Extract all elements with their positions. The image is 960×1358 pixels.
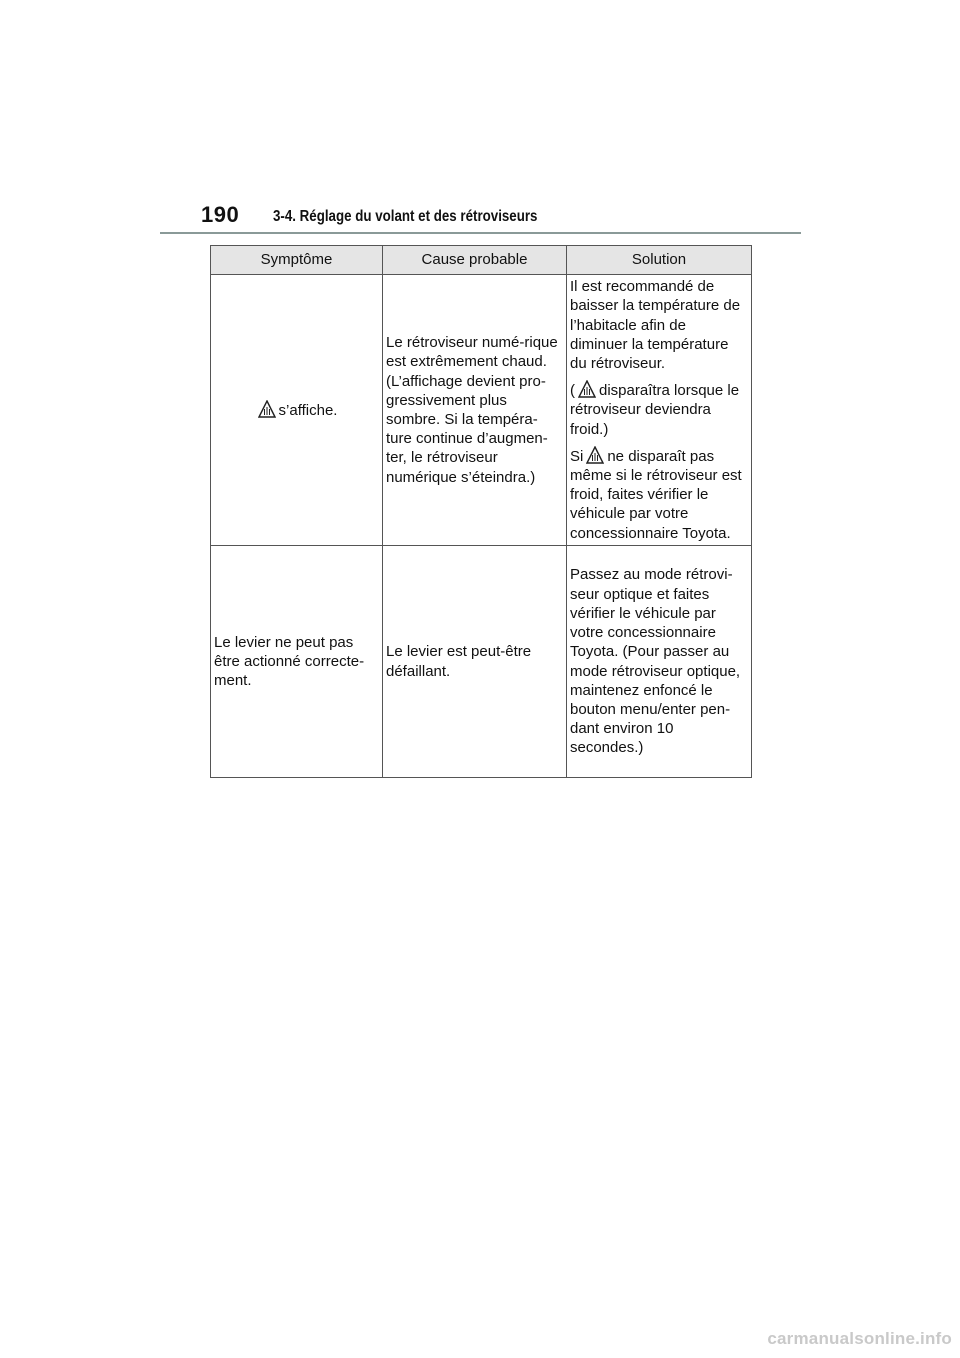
page-number: 190	[201, 202, 240, 227]
watermark: carmanualsonline.info	[767, 1329, 952, 1348]
symptom-text: s’affiche.	[278, 401, 338, 419]
solution-text-continued: ne disparaît pas même si le rétroviseur est froid, faites vérifier le véhicule par votre concessionnaire Toyota.	[570, 447, 742, 542]
solution-prefix: Si	[570, 447, 584, 465]
column-header-cause: Cause probable	[383, 246, 567, 275]
header-divider	[160, 232, 801, 234]
table-row	[211, 275, 752, 546]
table-row	[211, 546, 752, 778]
column-header-symptom: Symptôme	[211, 246, 383, 275]
solution-prefix: (	[570, 382, 575, 400]
section-title: 3-4. Réglage du volant et des rétroviseurs	[273, 208, 538, 225]
symptom-cell: Le levier ne peut pas être actionné correcte-ment.	[211, 546, 383, 778]
troubleshooting-table	[210, 245, 752, 778]
cause-cell: Le levier est peut-être défaillant.	[383, 546, 567, 778]
solution-text-continued: disparaîtra lorsque le rétroviseur deviendra froid.)	[570, 382, 740, 438]
solution-cell: Passez au mode rétrovi-seur optique et faites vérifier le véhicule par votre concessionnaire Toyota. (Pour passer au mode rétroviseur optique, maintenez enfoncé le bouton menu/enter pen-dant environ 10 secondes.)	[567, 546, 752, 778]
table-header-row	[211, 246, 752, 275]
symptom-cell	[211, 275, 383, 546]
solution-text	[570, 446, 747, 543]
mirror-overheat-warning-icon	[578, 380, 596, 398]
cause-cell: Le rétroviseur numé-rique est extrêmement chaud. (L’affichage devient pro-gressivement plus sombre. Si la tempéra-ture continue d’augmen-ter, le rétroviseur numérique s’éteindra.)	[383, 275, 567, 546]
mirror-overheat-warning-icon	[258, 400, 276, 418]
solution-text: Il est recommandé de baisser la température de l’habitacle afin de diminuer la température du rétroviseur.	[570, 278, 741, 372]
column-header-solution: Solution	[567, 246, 752, 275]
solution-text	[570, 380, 747, 439]
mirror-overheat-warning-icon	[586, 446, 604, 464]
solution-cell	[567, 275, 752, 546]
